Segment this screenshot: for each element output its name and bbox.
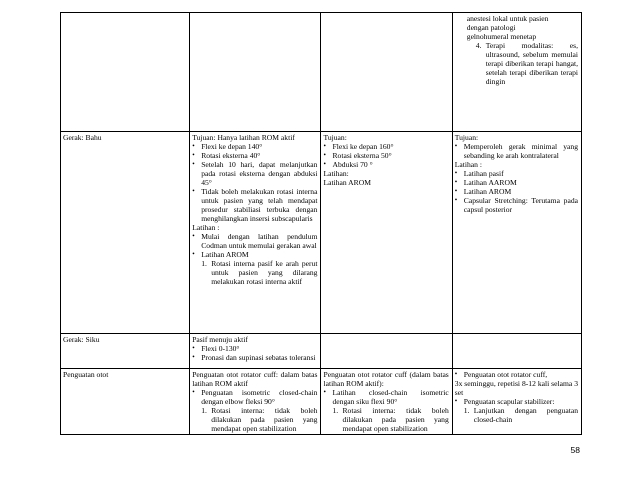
numbered-item [192,406,317,433]
table-cell [321,369,452,435]
cell-text: 3x seminggu, repetisi 8-12 kali selama 3 set [454,379,578,397]
bullet-text: Latihan AROM [463,187,512,196]
bullet-text: Flexi 0-130° [201,344,240,353]
bullet-text: Rotasi eksterna 50° [332,151,392,160]
page-number: 58 [570,445,580,455]
bullet-icon: • [192,232,195,240]
bullet-item [192,142,317,151]
item-number: 1. [201,406,207,415]
cell-text: gelnohumeral menetap [466,32,537,41]
table-cell [452,13,581,132]
bullet-text: Latihan AROM [201,250,249,259]
bullet-icon: • [192,160,195,168]
cell-text: Tujuan: [454,133,479,142]
bullet-item [323,151,448,160]
table-cell [190,132,321,334]
cell-text: Latihan: [323,169,349,178]
cell-text: Penguatan otot rotator cuff: dalam batas latihan ROM aktif [192,370,318,388]
bullet-item [192,344,317,353]
cell-text: Latihan : [192,223,220,232]
table-cell [452,369,581,435]
bullet-icon: • [323,142,326,150]
numbered-item [323,406,448,433]
bullet-text: Penguatan scapular stabilizer: [463,397,555,406]
item-number: 1. [463,406,470,415]
bullet-text: Tidak boleh melakukan rotasi interna untuk pasien yang telah mendapat prosedur stabiliasi terbuka dengan menghilangkan insersi subscapularis [201,187,318,223]
bullet-text: Latihan pasif [463,169,504,178]
bullet-icon: • [454,178,458,186]
numbered-text: Lanjutkan dengan penguatan closed-chain [473,406,578,424]
numbered-item [192,259,317,286]
table-row [61,369,582,435]
item-number: 1. [332,406,339,415]
row-label: Gerak: Siku [61,334,190,369]
table-cell [190,334,321,369]
bullet-text: Capsular Stretching: Terutama pada capsul posterior [463,196,578,214]
bullet-text: Flexi ke depan 140° [201,142,263,151]
cell-text: Tujuan: [323,133,347,142]
numbered-item [467,41,578,86]
cell-text: dengan patologi [466,23,516,32]
bullet-item [192,232,317,250]
bullet-icon: • [192,151,195,159]
bullet-icon: • [454,397,458,405]
bullet-text: Flexi ke depan 160° [332,142,394,151]
cell-text: Tujuan: Hanya latihan ROM aktif [192,133,295,142]
numbered-text: Rotasi interna: tidak boleh dilakukan pada pasien yang mendapat open stabilization [342,406,449,433]
bullet-text: Setelah 10 hari, dapat melanjutkan pada rotasi eksterna dengan abduksi 45° [201,160,318,187]
table-cell [190,13,321,132]
cell-text: Latihan : [454,160,482,169]
bullet-text: Memperoleh gerak minimal yang sebanding ke arah kontralateral [463,142,578,160]
bullet-icon: • [192,250,195,258]
row-label: Penguatan otot [61,369,190,435]
bullet-item [455,169,578,178]
row-label: Gerak: Bahu [61,132,190,334]
bullet-item [455,397,578,406]
numbered-item [455,406,578,424]
bullet-icon: • [454,370,458,378]
bullet-item [455,142,578,160]
cell-text: Pasif menuju aktif [192,335,248,344]
bullet-icon: • [192,142,195,150]
bullet-item [192,160,317,187]
bullet-text: Penguatan otot rotator cuff, [463,370,548,379]
bullet-icon: • [454,196,458,204]
cell-text: Latihan AROM [323,178,371,187]
bullet-item [192,388,317,406]
bullet-icon: • [323,160,326,168]
cell-text: Penguatan otot rotator cuff (dalam batas latihan ROM aktif): [323,370,449,388]
numbered-text: Rotasi interna: tidak boleh dilakukan pada pasien yang mendapat open stabilization [211,406,318,433]
table-row [61,13,582,132]
table-cell [61,13,190,132]
bullet-item [192,187,317,223]
bullet-icon: • [323,388,326,396]
bullet-icon: • [454,142,458,150]
table-cell [452,334,581,369]
item-number: 1. [201,259,207,268]
table-cell [321,334,452,369]
treatment-table [60,12,582,435]
table-row [61,334,582,369]
bullet-item [455,178,578,187]
bullet-text: Abduksi 70 ° [332,160,373,169]
numbered-text: Terapi modalitas: es, ultrasound, sebelum memulai terapi diberikan terapi hangat, setelah terapi diberikan terapi dingin [485,41,578,86]
bullet-text: Latihan closed-chain isometric dengan siku flexi 90° [332,388,449,406]
table-cell [190,369,321,435]
bullet-item [192,353,317,362]
bullet-item [323,160,448,169]
bullet-item [455,187,578,196]
bullet-item [323,142,448,151]
table-cell [321,13,452,132]
bullet-text: Penguatan isometric closed-chain dengan elbow fleksi 90° [201,388,318,406]
table-cell [321,132,452,334]
bullet-icon: • [454,169,458,177]
item-number: 4. [475,41,482,50]
bullet-text: Pronasi dan supinasi sebatas toleransi [201,353,316,362]
bullet-text: Rotasi eksterna 40° [201,151,261,160]
table-row [61,132,582,334]
bullet-icon: • [454,187,458,195]
bullet-text: Latihan AAROM [463,178,517,187]
bullet-item [323,388,448,406]
bullet-icon: • [192,187,195,195]
bullet-item [192,250,317,259]
bullet-item [192,151,317,160]
table-cell [452,132,581,334]
bullet-icon: • [192,344,195,352]
cell-text: anestesi lokal untuk pasien [466,14,549,23]
bullet-text: Mulai dengan latihan pendulum Codman untuk memulai gerakan awal [201,232,318,250]
numbered-text: Rotasi interna pasif ke arah perut untuk pasien yang dilarang melakukan rotasi interna aktif [211,259,318,286]
bullet-item [455,196,578,214]
bullet-icon: • [192,353,195,361]
bullet-item [455,370,578,379]
bullet-icon: • [323,151,326,159]
bullet-icon: • [192,388,195,396]
